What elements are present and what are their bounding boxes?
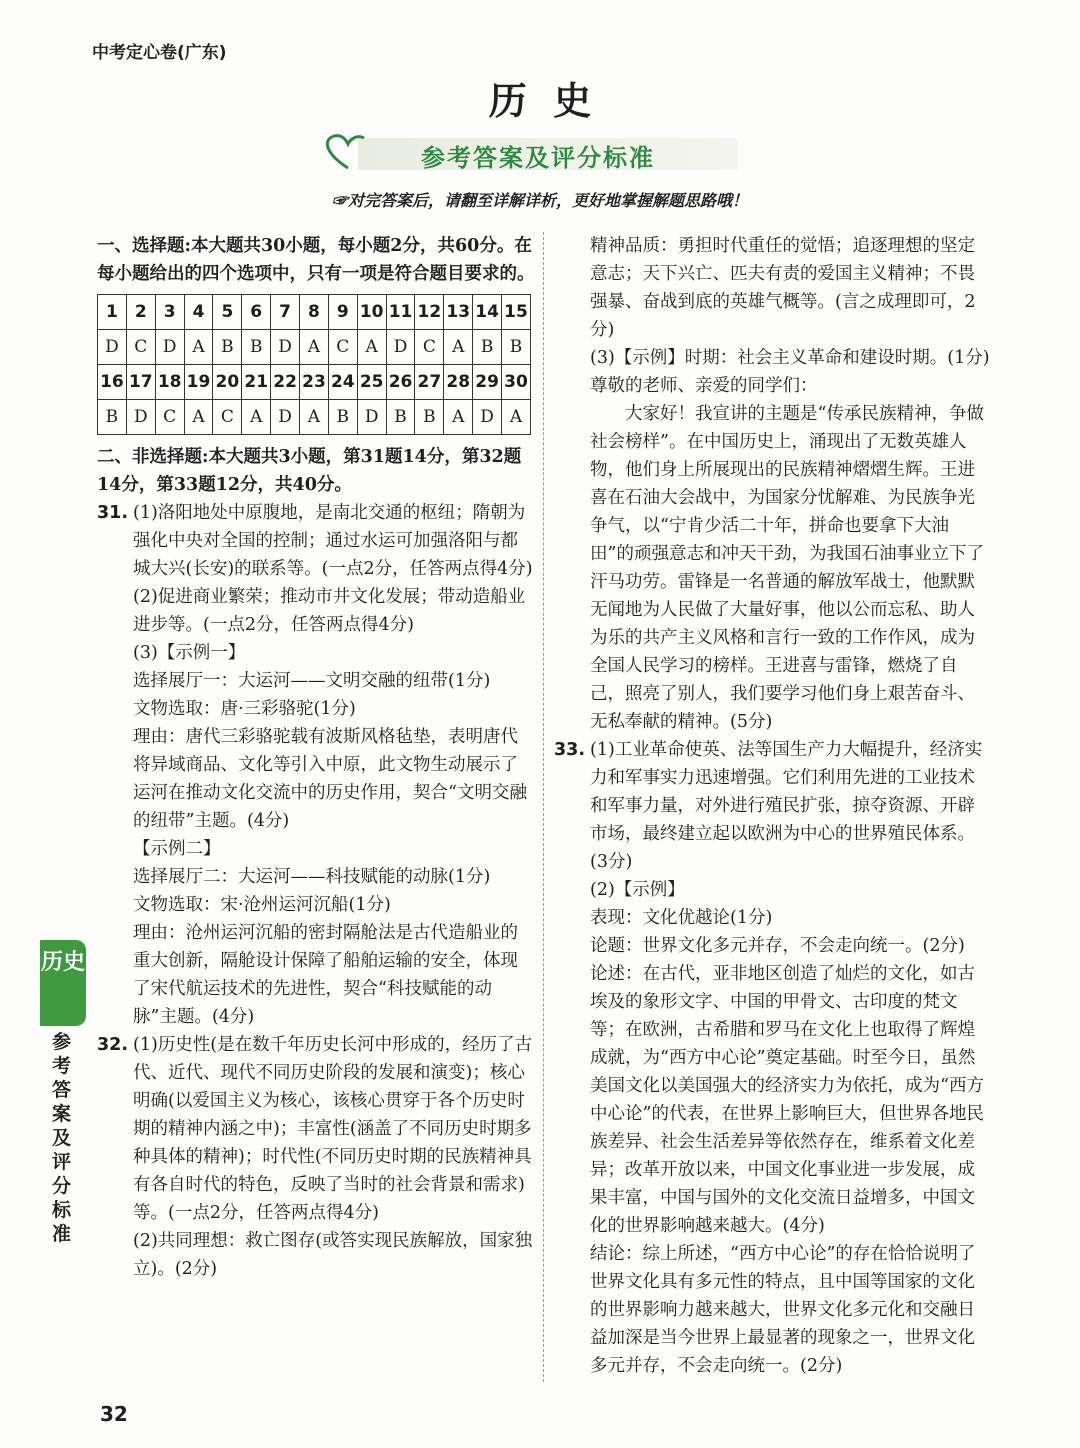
answer-cell: D [271, 400, 300, 435]
answer-cell: C [213, 400, 242, 435]
question-number-cell: 7 [271, 295, 300, 330]
q32-part1: (1)历史性(是在数千年历史长河中形成的，经历了古代、近代、现代不同历史阶段的发展和演变)；核心明确(以爱国主义为核心，该核心贯穿于各个历史时期的精神内涵之中)；丰富性(涵盖了不同历史时期多种具体的精神)；时代性(不同历史时期的民族精神具有各自时代的特色，反映了当时的社会背景和需求)等。(一点2分，任答两点得4分) [133, 1035, 533, 1223]
answer-cell: A [184, 400, 213, 435]
right-column [554, 232, 990, 1380]
q31-relic2: 文物选取：宋·沧州运河沉船(1分) [133, 895, 391, 915]
answer-cell: D [357, 400, 386, 435]
answer-cell: C [415, 330, 444, 365]
question-number-cell: 19 [184, 365, 213, 400]
answer-cell: A [300, 330, 329, 365]
answer-cell: B [502, 330, 531, 365]
answer-cell: B [386, 400, 415, 435]
question-number-cell: 30 [502, 365, 531, 400]
q33-part1: (1)工业革命使英、法等国生产力大幅提升，经济实力和军事实力迅速增强。它们利用先进的工业技术和军事力量，对外进行殖民扩张，掠夺资源、开辟市场，最终建立起以欧洲为中心的世界殖民体系。(3分) [590, 740, 983, 872]
answer-cell: D [126, 400, 155, 435]
subject-title: 历 史 [488, 79, 592, 123]
answer-cell: B [242, 330, 271, 365]
q31-reason1: 理由：唐代三彩骆驼载有波斯风格毡垫，表明唐代将异域商品、文化等引入中原，此文物生动展示了运河在推动文化交流中的历史作用，契合“文明交融的纽带”主题。(4分) [133, 727, 527, 831]
q31-hall1: 选择展厅一：大运河——文明交融的纽带(1分) [133, 671, 491, 691]
q31-hall2: 选择展厅二：大运河——科技赋能的动脉(1分) [133, 867, 491, 887]
answer-cell: A [184, 330, 213, 365]
question-number-cell: 24 [328, 365, 357, 400]
q32-greeting: 尊敬的老师、亲爱的同学们： [590, 376, 818, 396]
column-divider [543, 232, 544, 1382]
answer-cell: C [126, 330, 155, 365]
question-number-cell: 27 [415, 365, 444, 400]
book-title: 中考定心卷(广东) [92, 43, 227, 63]
question-number-cell: 2 [126, 295, 155, 330]
question-32 [97, 1031, 535, 1227]
answer-table [97, 294, 531, 435]
side-label: 参考答案及评分标准 [52, 1031, 72, 1245]
question-number: 31. [97, 503, 129, 523]
left-column [97, 232, 535, 1283]
answer-cell: A [300, 400, 329, 435]
question-number-cell: 12 [415, 295, 444, 330]
question-number-cell: 9 [328, 295, 357, 330]
question-number-cell: 8 [300, 295, 329, 330]
answer-cell: D [473, 400, 502, 435]
pointing-hand-icon: ☞ [331, 191, 348, 210]
answer-cell: C [155, 400, 184, 435]
q33-manifestation: 表现：文化优越论(1分) [590, 908, 773, 928]
answer-cell: A [444, 330, 473, 365]
q32-speech: 大家好！我宣讲的主题是“传承民族精神，争做社会榜样”。在中国历史上，涌现出了无数英雄人物，他们身上所展现出的民族精神熠熠生辉。王进喜在石油大会战中，为国家分忧解难、为民族争光争气，以“宁肯少活二十年，拼命也要拿下大油田”的顽强意志和冲天干劲，为我国石油事业立下了汗马功劳。雷锋是一名普通的解放军战士，他默默无闻地为人民做了大量好事，他以公而忘私、助人为乐的共产主义风格和言行一致的工作作风，成为全国人民学习的榜样。王进喜与雷锋，燃烧了自己，照亮了别人，我们要学习他们身上艰苦奋斗、无私奉献的精神。(5分) [590, 404, 984, 732]
answer-cell: B [98, 400, 127, 435]
banner-title: 参考答案及评分标准 [421, 144, 655, 172]
answer-cell: D [98, 330, 127, 365]
answer-cell: A [502, 400, 531, 435]
q31-relic1: 文物选取：唐·三彩骆驼(1分) [133, 699, 356, 719]
answer-cell: B [473, 330, 502, 365]
question-number-cell: 6 [242, 295, 271, 330]
question-number: 32. [97, 1035, 129, 1055]
section1-heading: 一、选择题:本大题共30小题，每小题2分，共60分。在每小题给出的四个选项中，只有一项是符合题目要求的。 [97, 236, 535, 284]
answer-cell: A [242, 400, 271, 435]
answer-cell: A [444, 400, 473, 435]
q33-part2: (2)【示例】 [590, 880, 685, 900]
question-number-cell: 16 [98, 365, 127, 400]
q31-reason2: 理由：沧州运河沉船的密封隔舱法是古代造船业的重大创新，隔舱设计保障了船舶运输的安全，体现了宋代航运技术的先进性，契合“科技赋能的动脉”主题。(4分) [133, 923, 518, 1027]
answer-cell: A [357, 330, 386, 365]
answer-cell: D [386, 330, 415, 365]
question-number-cell: 17 [126, 365, 155, 400]
question-number-cell: 11 [386, 295, 415, 330]
question-number-cell: 25 [357, 365, 386, 400]
answer-cell: B [328, 400, 357, 435]
q33-thesis: 论题：世界文化多元并存，不会走向统一。(2分) [590, 936, 965, 956]
question-number-cell: 10 [357, 295, 386, 330]
question-number-cell: 4 [184, 295, 213, 330]
q32-part3: (3)【示例】时期：社会主义革命和建设时期。(1分) [590, 348, 990, 368]
answer-cell: D [271, 330, 300, 365]
q32-spirit: 精神品质：勇担时代重任的觉悟；追逐理想的坚定意志；天下兴亡、匹夫有责的爱国主义精神；不畏强暴、奋战到底的英雄气概等。(言之成理即可，2分) [590, 236, 976, 340]
q33-conclusion: 结论：综上所述，“西方中心论”的存在恰恰说明了世界文化具有多元性的特点，且中国等国家的文化的世界影响力越来越大，世界文化多元化和交融日益加深是当今世界上最显著的现象之一，世界文化多元并存，不会走向统一。(2分) [590, 1244, 976, 1376]
question-number-cell: 20 [213, 365, 242, 400]
subject-tab: 历史 [40, 940, 86, 1026]
page-number: 32 [100, 1402, 128, 1426]
answer-cell: B [415, 400, 444, 435]
q31-part1: (1)洛阳地处中原腹地，是南北交通的枢纽；隋朝为强化中央对全国的控制；通过水运可加强洛阳与都城大兴(长安)的联系等。(一点2分，任答两点得4分) [133, 503, 533, 579]
answer-cell: B [213, 330, 242, 365]
question-number-cell: 18 [155, 365, 184, 400]
question-number-cell: 22 [271, 365, 300, 400]
question-number-cell: 14 [473, 295, 502, 330]
answer-cell: D [155, 330, 184, 365]
q31-part2: (2)促进商业繁荣；推动市井文化发展；带动造船业进步等。(一点2分，任答两点得4分) [133, 587, 526, 635]
q33-argument: 论述：在古代，亚非地区创造了灿烂的文化，如古埃及的象形文字、中国的甲骨文、古印度的梵文等；在欧洲，古希腊和罗马在文化上也取得了辉煌成就，为“西方中心论”奠定基础。时至今日，虽然美国文化以美国强大的经济实力为依托，成为“西方中心论”的代表，在世界上影响巨大，但世界各地民族差异、社会生活差异等依然存在，维系着文化差异；改革开放以来，中国文化事业进一步发展，成果丰富，中国与国外的文化交流日益增多，中国文化的世界影响越来越大。(4分) [590, 964, 984, 1236]
question-number-cell: 28 [444, 365, 473, 400]
question-number: 33. [554, 740, 586, 760]
question-number-cell: 29 [473, 365, 502, 400]
q31-example2: 【示例二】 [133, 839, 221, 859]
question-31 [97, 499, 535, 583]
question-number-cell: 1 [98, 295, 127, 330]
question-number-cell: 3 [155, 295, 184, 330]
tip-text: ☞对完答案后，请翻至详解详析，更好地掌握解题思路哦！ [331, 191, 749, 210]
question-number-cell: 21 [242, 365, 271, 400]
question-number-cell: 13 [444, 295, 473, 330]
question-number-cell: 15 [502, 295, 531, 330]
answer-banner [318, 128, 758, 178]
question-number-cell: 5 [213, 295, 242, 330]
question-33 [554, 736, 990, 876]
section2-heading: 二、非选择题:本大题共3小题，第31题14分，第32题14分，第33题12分，共40分。 [97, 447, 522, 495]
question-number-cell: 23 [300, 365, 329, 400]
q32-part2: (2)共同理想：救亡图存(或答实现民族解放，国家独立)。(2分) [133, 1231, 533, 1279]
question-number-cell: 26 [386, 365, 415, 400]
q31-part3: (3)【示例一】 [133, 643, 246, 663]
answer-cell: C [328, 330, 357, 365]
